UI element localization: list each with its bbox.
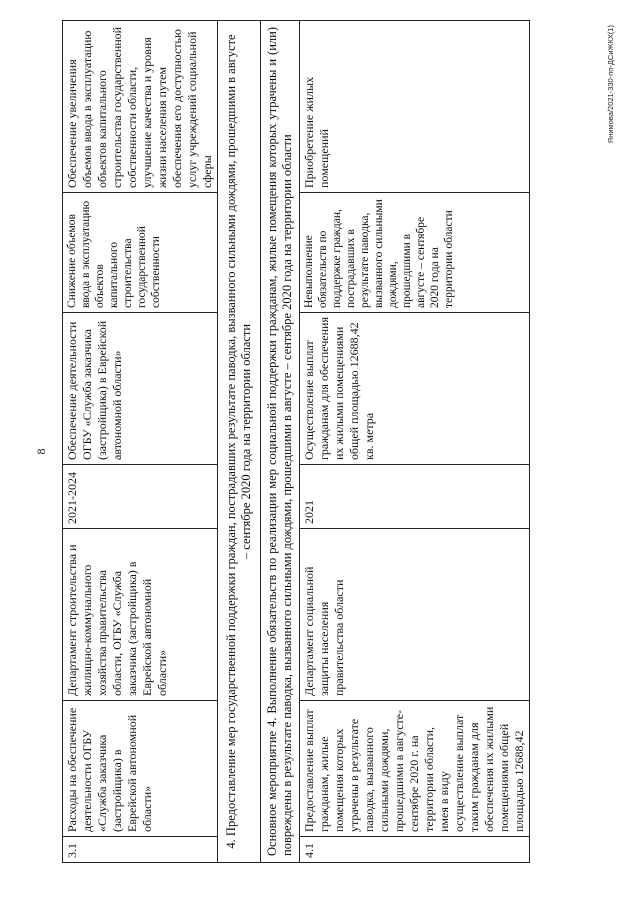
program-events-table: [62, 20, 530, 863]
page-number: 8: [34, 448, 48, 455]
consequence-cell: Невыполнение обязательств по поддержке граждан, пострадавших в результате паводка, вызванного сильными дождями, прошедшими в августе – сентябре 2020 года на территории области: [300, 193, 530, 313]
executor-cell: Департамент строительства и жилищно-коммунального хозяйства правительства области, ОГБУ «Служба заказчика (застройщика) в Еврейской автономной области»: [63, 529, 218, 701]
consequence-cell: Снижение объемов ввода в эксплуатацию объектов капитального строительства государственной собственности: [63, 193, 218, 313]
main-event-row: [261, 21, 300, 863]
link-to-indicators-cell: Обеспечение увеличения объемов ввода в эксплуатацию объектов капитального строительства государственной собственности области, улучшение качества и уровня жизни населения путем обеспечения его доступностью услуг учреждений социальной сферы: [63, 21, 218, 193]
link-to-indicators-cell: Приобретение жилых помещений: [300, 21, 530, 193]
event-name-cell: Расходы на обеспечение деятельности ОГБУ «Служба заказчика (застройщика) в Еврейской автономной области»: [63, 701, 218, 837]
event-name-cell: Предоставление выплат гражданам, жилые помещения которых утрачены в результате паводка, вызванного сильными дождями, прошедшими в августе-сентябре 2020 г. на территории области, имея в виду осуществление выплат таким гражданам для обеспечения их жилыми помещениями общей площадью 12688,42: [300, 701, 530, 837]
section-heading-row: [218, 21, 261, 863]
row-number: 3.1: [63, 837, 218, 863]
table-row: [63, 21, 218, 863]
row-number: 4.1: [300, 837, 530, 863]
expected-result-cell: Обеспечение деятельности ОГБУ «Служба заказчика (застройщика) в Еврейской автономной области»: [63, 313, 218, 465]
document-page: [0, 20, 620, 883]
period-cell: 2021-2024: [63, 465, 218, 529]
table-row: [300, 21, 530, 863]
period-cell: 2021: [300, 465, 530, 529]
expected-result-cell: Осуществление выплат гражданам для обеспечения их жилыми помещениями общей площадью 12688,42 кв. метра: [300, 313, 530, 465]
section-heading: 4. Предоставление мер государственной поддержки граждан, пострадавших результате паводка, вызванного сильными дождями, прошедшими в августе – сентябре 2020 года на территории области: [218, 21, 261, 863]
main-event-text: Основное мероприятие 4. Выполнение обязательств по реализации мер социальной поддержки гражданам, жилые помещения которых утрачены и (или) повреждены в результате паводка, вызванного сильными дождями, прошедшими в августе – сентябре 2020 года на территории области: [261, 21, 300, 863]
document-code: Янимова/2021-330-пп-ДСиЖКХ(1): [606, 25, 615, 144]
executor-cell: Департамент социальной защиты населения правительства области: [300, 529, 530, 701]
